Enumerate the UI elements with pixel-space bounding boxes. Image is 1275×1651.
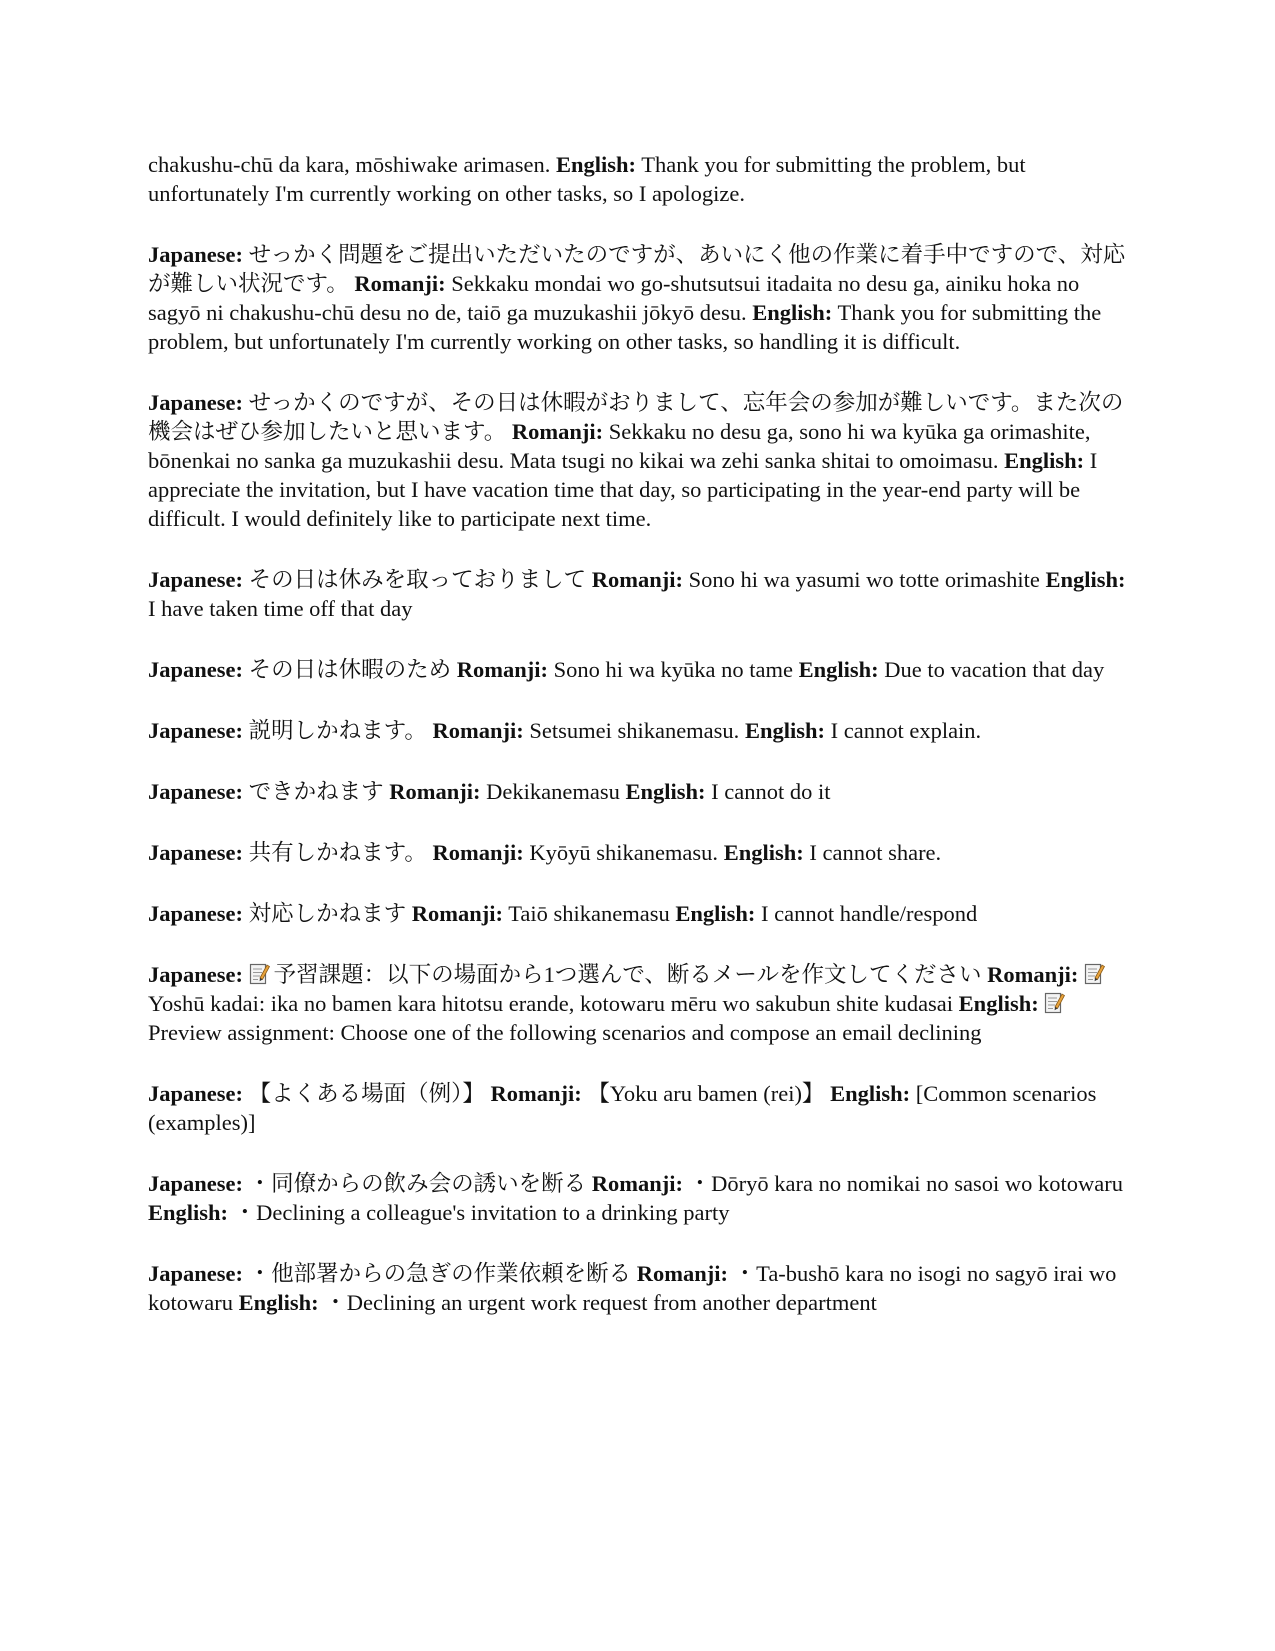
romanji-label: Romanji: xyxy=(987,962,1079,987)
japanese-text: 説明しかねます。 xyxy=(248,718,427,743)
phrase-entry xyxy=(148,1079,1133,1137)
english-label: English: xyxy=(958,991,1039,1016)
japanese-label: Japanese: xyxy=(148,901,243,926)
japanese-label: Japanese: xyxy=(148,567,243,592)
japanese-text: 対応しかねます xyxy=(248,901,407,926)
romanji-text: ・Ta-bushō kara no isogi no sagyō irai wo kotowaru xyxy=(148,1261,1117,1315)
romanji-text: Kyōyū shikanemasu. xyxy=(529,840,719,865)
phrase-entry xyxy=(148,838,1133,867)
romanji-text: Sono hi wa yasumi wo totte orimashite xyxy=(688,567,1040,592)
japanese-text: せっかくのですが、その日は休暇がおりまして、忘年会の参加が難しいです。また次の機会はぜひ参加したいと思います。 xyxy=(148,390,1124,444)
romanji-label: Romanji: xyxy=(591,1171,684,1196)
phrase-entry xyxy=(148,240,1133,356)
english-text: I have taken time off that day xyxy=(148,596,413,621)
japanese-text: ・同僚からの飲み会の誘いを断る xyxy=(248,1171,587,1196)
phrase-entry xyxy=(148,655,1133,684)
english-text: I cannot share. xyxy=(809,840,942,865)
japanese-label: Japanese: xyxy=(148,1081,243,1106)
romanji-label: Romanji: xyxy=(432,840,524,865)
japanese-label: Japanese: xyxy=(148,779,243,804)
romanji-label: Romanji: xyxy=(354,271,446,296)
romanji-text: Dekikanemasu xyxy=(486,779,620,804)
japanese-text: 共有しかねます。 xyxy=(248,840,427,865)
japanese-text: せっかく問題をご提出いただいたのですが、あいにく他の作業に着手中ですので、対応が難しい状況です。 xyxy=(148,242,1126,296)
english-text: ・Declining a colleague's invitation to a drinking party xyxy=(233,1200,730,1225)
english-text: I cannot explain. xyxy=(830,718,982,743)
japanese-label: Japanese: xyxy=(148,242,243,267)
japanese-text: できかねます xyxy=(248,779,384,804)
english-text: Thank you for submitting the problem, but unfortunately I'm currently working on other tasks, so handling it is difficult. xyxy=(148,300,1102,354)
romanji-text: Sekkaku mondai wo go-shutsutsui itadaita no desu ga, ainiku hoka no sagyō ni chakushu-chū desu no de, taiō ga muzukashii jōkyō desu. xyxy=(148,271,1080,325)
romanji-text: Sono hi wa kyūka no tame xyxy=(553,657,793,682)
english-label: English: xyxy=(744,718,825,743)
english-text: Due to vacation that day xyxy=(884,657,1105,682)
english-text: I cannot handle/respond xyxy=(761,901,978,926)
english-text: Preview assignment: Choose one of the following scenarios and compose an email declining xyxy=(148,1020,982,1045)
romanji-label: Romanji: xyxy=(411,901,504,926)
english-label: English: xyxy=(830,1081,911,1106)
english-text: [Common scenarios (examples)] xyxy=(148,1081,1097,1135)
romanji-text: 【Yoku aru bamen (rei)】 xyxy=(587,1081,825,1106)
romanji-label: Romanji: xyxy=(591,567,684,592)
english-label: English: xyxy=(675,901,756,926)
english-label: English: xyxy=(723,840,804,865)
japanese-label: Japanese: xyxy=(148,840,243,865)
romanji-label: Romanji: xyxy=(432,718,524,743)
phrase-entry xyxy=(148,777,1133,806)
romanji-label: Romanji: xyxy=(456,657,549,682)
japanese-label: Japanese: xyxy=(148,390,243,415)
japanese-label: Japanese: xyxy=(148,962,243,987)
phrase-entry xyxy=(148,960,1133,1047)
japanese-text: 【よくある場面（例）】 xyxy=(248,1081,485,1106)
memo-icon xyxy=(1044,991,1065,1014)
japanese-text: ・他部署からの急ぎの作業依頼を断る xyxy=(248,1261,632,1286)
phrase-entry xyxy=(148,899,1133,928)
romanji-label: Romanji: xyxy=(511,419,604,444)
phrase-entry xyxy=(148,388,1133,533)
japanese-label: Japanese: xyxy=(148,718,243,743)
romanji-text: Sekkaku no desu ga, sono hi wa kyūka ga orimashite, bōnenkai no sanka ga muzukashii desu. Mata tsugi no kikai wa zehi sanka shitai to omoimasu. xyxy=(148,419,1091,473)
phrase-entry xyxy=(148,150,1133,208)
english-label: English: xyxy=(555,152,637,177)
romanji-label: Romanji: xyxy=(490,1081,582,1106)
romanji-text: Setsumei shikanemasu. xyxy=(529,718,740,743)
memo-icon xyxy=(1084,962,1105,985)
phrase-entry xyxy=(148,565,1133,623)
romanji-text: chakushu-chū da kara, mōshiwake arimasen. xyxy=(148,152,551,177)
phrase-entry xyxy=(148,716,1133,745)
phrase-entry xyxy=(148,1259,1133,1317)
japanese-text: その日は休みを取っておりまして xyxy=(248,567,587,592)
japanese-label: Japanese: xyxy=(148,1261,243,1286)
romanji-label: Romanji: xyxy=(389,779,481,804)
english-text: I cannot do it xyxy=(711,779,831,804)
japanese-label: Japanese: xyxy=(148,1171,243,1196)
english-label: English: xyxy=(798,657,879,682)
english-text: Thank you for submitting the problem, but unfortunately I'm currently working on other tasks, so I apologize. xyxy=(148,152,1026,206)
japanese-text: 予習課題：以下の場面から1つ選んで、断るメールを作文してください xyxy=(273,962,982,987)
memo-icon xyxy=(249,962,270,985)
english-label: English: xyxy=(238,1290,319,1315)
romanji-label: Romanji: xyxy=(636,1261,729,1286)
romanji-text: Taiō shikanemasu xyxy=(508,901,670,926)
japanese-label: Japanese: xyxy=(148,657,243,682)
romanji-text: Yoshū kadai: ika no bamen kara hitotsu erande, kotowaru mēru wo sakubun shite kudasai xyxy=(148,991,954,1016)
english-label: English: xyxy=(625,779,706,804)
english-text: I appreciate the invitation, but I have vacation time that day, so participating in the year-end party will be difficult. I would definitely like to participate next time. xyxy=(148,448,1098,531)
english-text: ・Declining an urgent work request from another department xyxy=(324,1290,877,1315)
english-label: English: xyxy=(1045,567,1126,592)
romanji-text: ・Dōryō kara no nomikai no sasoi wo kotowaru xyxy=(688,1171,1123,1196)
document-page xyxy=(148,150,1133,1349)
japanese-text: その日は休暇のため xyxy=(248,657,452,682)
phrase-entry xyxy=(148,1169,1133,1227)
english-label: English: xyxy=(1004,448,1085,473)
english-label: English: xyxy=(752,300,833,325)
english-label: English: xyxy=(148,1200,229,1225)
